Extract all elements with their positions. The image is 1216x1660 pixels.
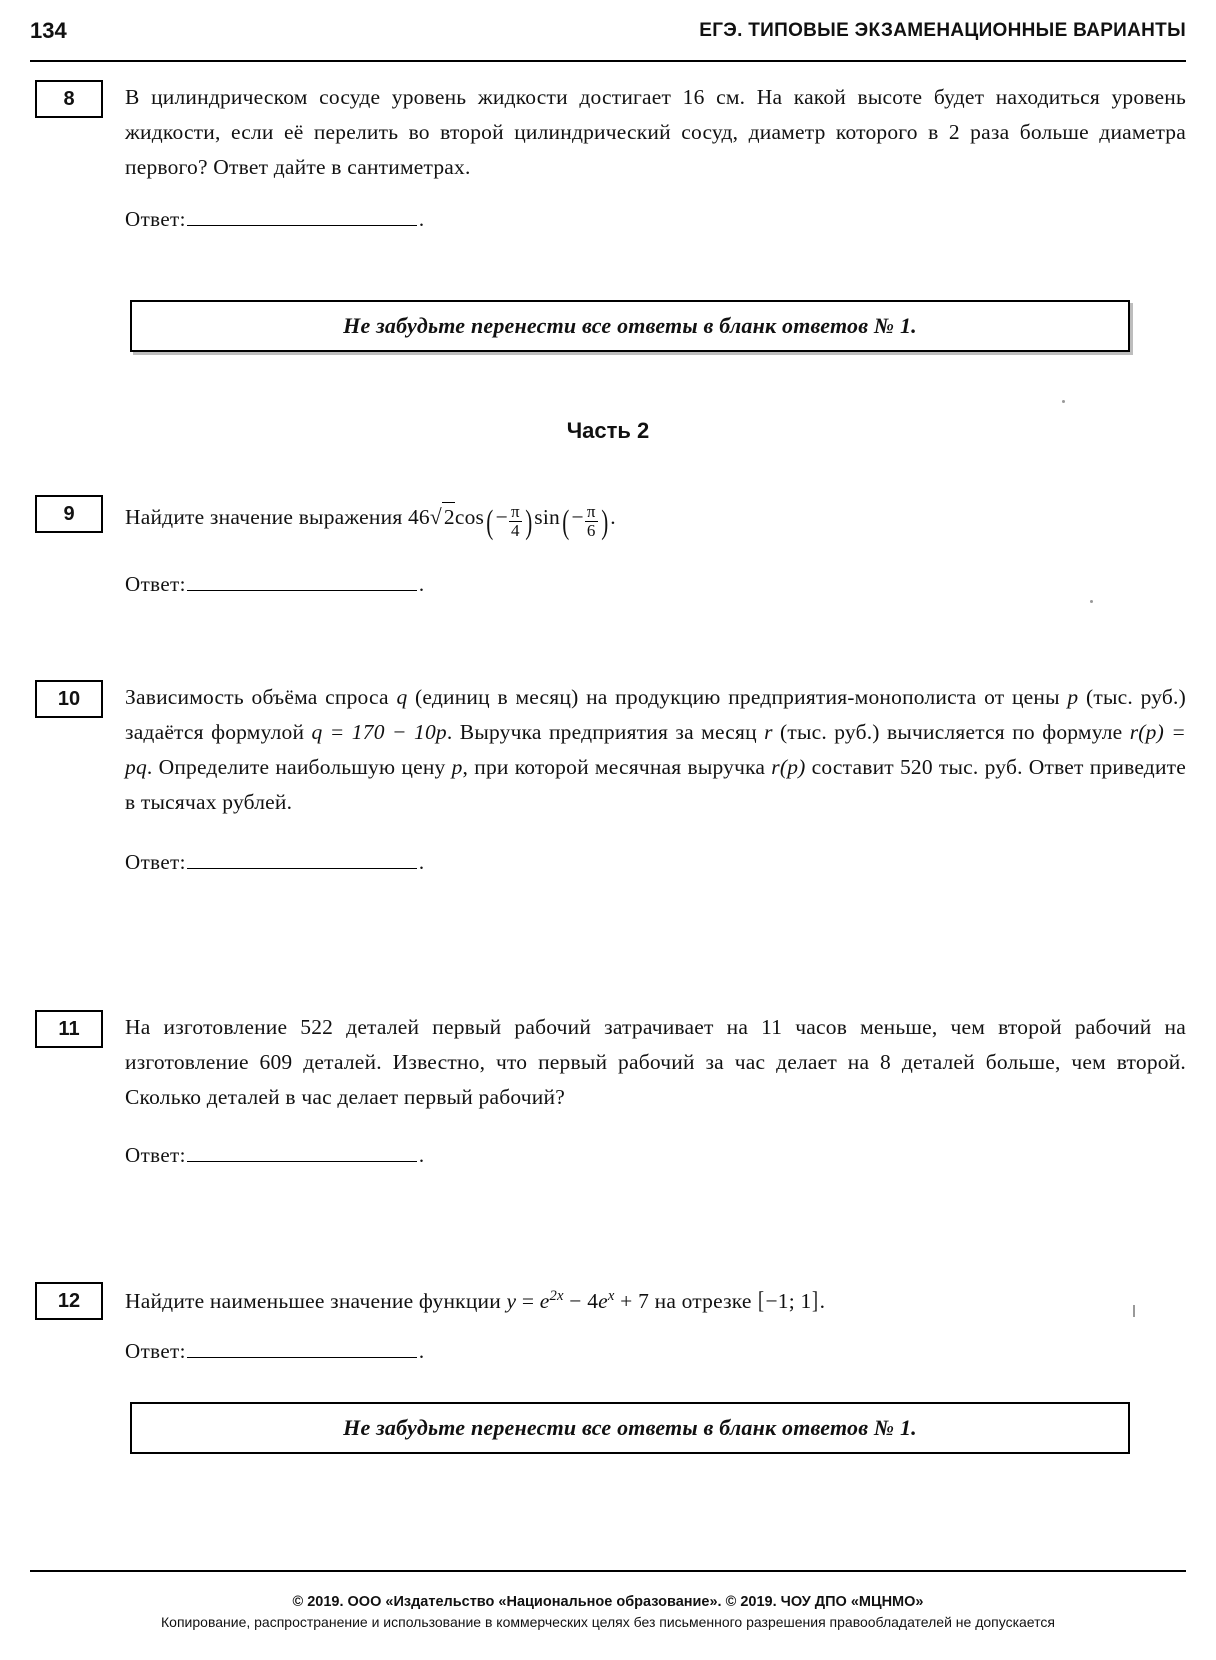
footer-divider	[30, 1570, 1186, 1572]
task-8-answer	[125, 207, 1186, 232]
answer-blank[interactable]	[187, 1343, 417, 1358]
task-11-number: 11	[35, 1010, 103, 1048]
task-12-number: 12	[35, 1282, 103, 1320]
page-header	[30, 18, 1186, 52]
t10-formula-r: r(p) = pq	[125, 720, 1186, 780]
answer-label: Ответ:	[125, 207, 186, 232]
task-8	[30, 80, 1186, 232]
answer-blank[interactable]	[187, 1147, 417, 1162]
task-11	[30, 1010, 1186, 1168]
t10-var-p: p	[1067, 685, 1079, 709]
task-10-number: 10	[35, 680, 103, 718]
answer-label: Ответ:	[125, 850, 186, 875]
paren-open-icon: (	[486, 504, 494, 541]
task-9-formula	[407, 501, 616, 541]
formula-period: .	[610, 504, 616, 529]
reminder-text-top: Не забудьте перенести все ответы в бланк ответов № 1.	[343, 313, 917, 338]
fraction-denominator: 4	[509, 521, 522, 540]
t10-seg-14: составит 520 тыс. руб. Ответ приведите в тысячах рублей.	[125, 755, 1186, 815]
fraction-numerator-2: π	[586, 501, 596, 521]
t10-var-r: r	[764, 720, 773, 745]
t10-seg-10: . Определите наибольшую цену	[146, 755, 452, 780]
answer-label: Ответ:	[125, 1143, 186, 1168]
part-title: Часть 2	[566, 418, 650, 443]
bracket-close-icon: ]	[812, 1288, 819, 1314]
cos-label: cos	[454, 504, 485, 529]
usage-notice: Копирование, распространение и использование в коммерческих целях без письменного разрешения правообладателей не допускается	[161, 1614, 1055, 1630]
task-9	[30, 495, 1186, 597]
paren-close-icon: )	[524, 504, 533, 541]
answer-label: Ответ:	[125, 572, 186, 597]
task-12-formula	[507, 1289, 650, 1313]
t12-plus7: + 7	[620, 1289, 650, 1313]
answer-blank[interactable]	[187, 854, 417, 869]
header-divider	[30, 60, 1186, 62]
scan-speck	[1133, 1305, 1135, 1317]
task-10	[30, 680, 1186, 875]
answer-period: .	[418, 850, 425, 875]
sqrt-icon: √ 2	[430, 500, 455, 535]
page-number: 134	[30, 18, 67, 43]
reminder-box-bottom	[130, 1402, 1130, 1454]
t10-var-p-2: p	[451, 755, 463, 780]
task-9-number: 9	[35, 495, 103, 533]
answer-period: .	[418, 1339, 425, 1364]
interval-period: .	[819, 1289, 826, 1313]
sqrt-radicand: 2	[443, 504, 455, 529]
t10-seg-6: . Выручка предприятия за месяц	[446, 720, 765, 745]
task-12-interval	[757, 1289, 825, 1313]
t12-e2: e	[598, 1289, 608, 1313]
task-9-text	[125, 495, 1186, 550]
fraction-denominator-2: 6	[585, 521, 598, 540]
t12-minus4: − 4	[569, 1289, 599, 1313]
answer-blank[interactable]	[187, 576, 417, 591]
t10-func-rp: r(p)	[771, 755, 806, 780]
t10-seg-12: , при которой месячная выручка	[462, 755, 772, 780]
fraction-pi-4	[509, 503, 522, 540]
answer-period: .	[418, 1143, 425, 1168]
t10-seg-0: Зависимость объёма спроса	[125, 685, 397, 709]
t10-seg-2: (единиц в месяц) на продукцию предприятия-монополиста от цены	[407, 685, 1068, 709]
task-12-middle: на отрезке	[654, 1289, 752, 1313]
t12-equals: =	[521, 1289, 535, 1313]
minus-sign-sin: −	[571, 504, 584, 529]
minus-sign-cos: −	[495, 504, 508, 529]
t10-seg-4: (тыс. руб.) задаётся формулой	[125, 685, 1186, 745]
t12-exp-2x: 2x	[549, 1287, 564, 1304]
copyright-line: © 2019. ООО «Издательство «Национальное образование». © 2019. ЧОУ ДПО «МЦНМО»	[292, 1594, 924, 1610]
bracket-open-icon: [	[758, 1288, 765, 1314]
task-9-lead: Найдите значение выражения	[125, 504, 403, 529]
task-9-answer	[125, 572, 1186, 597]
fraction-numerator: π	[510, 501, 520, 521]
scan-speck	[1090, 600, 1093, 603]
task-8-text: В цилиндрическом сосуде уровень жидкости достигает 16 см. На какой высоте будет находиться уровень жидкости, если её перелить во второй цилиндрический сосуд, диаметр которого в 2 раза больше диаметра первого? Ответ дайте в сантиметрах.	[125, 85, 1186, 180]
header-title: ЕГЭ. ТИПОВЫЕ ЭКЗАМЕНАЦИОННЫЕ ВАРИАНТЫ	[699, 20, 1186, 41]
sin-label: sin	[534, 504, 560, 529]
interval-values: −1; 1	[765, 1289, 812, 1313]
answer-blank[interactable]	[187, 211, 417, 226]
paren-close-icon-2: )	[600, 504, 608, 541]
task-10-answer	[125, 850, 1186, 875]
t12-exp-x: x	[607, 1287, 615, 1304]
task-12	[30, 1282, 1186, 1364]
task-11-text: На изготовление 522 деталей первый рабочий затрачивает на 11 часов меньше, чем второй рабочий на изготовление 609 деталей. Известно, что первый рабочий за час делает на 8 деталей больше, чем второй. Сколько деталей в час делает первый рабочий?	[125, 1015, 1186, 1110]
task-12-answer	[125, 1339, 1186, 1364]
page-footer	[30, 1594, 1186, 1630]
fraction-pi-6	[585, 503, 598, 540]
task-12-lead: Найдите наименьшее значение функции	[125, 1289, 501, 1313]
t12-e1: e	[539, 1289, 550, 1313]
t10-var-q: q	[396, 685, 408, 709]
answer-label: Ответ:	[125, 1339, 186, 1364]
answer-period: .	[418, 207, 425, 232]
paren-open-icon-2: (	[562, 504, 570, 541]
scan-speck	[1062, 400, 1065, 403]
task-11-answer	[125, 1143, 1186, 1168]
answer-period: .	[418, 572, 425, 597]
t10-seg-8: (тыс. руб.) вычисляется по формуле	[772, 720, 1130, 745]
formula-coefficient: 46	[407, 504, 430, 529]
reminder-text-bottom: Не забудьте перенести все ответы в бланк ответов № 1.	[343, 1415, 917, 1440]
task-12-text	[125, 1282, 1186, 1321]
task-10-text	[125, 680, 1186, 820]
t10-formula-q: q = 170 − 10p	[311, 720, 447, 745]
t12-y: y	[506, 1289, 517, 1313]
task-8-number: 8	[35, 80, 103, 118]
reminder-box-top	[130, 300, 1130, 352]
